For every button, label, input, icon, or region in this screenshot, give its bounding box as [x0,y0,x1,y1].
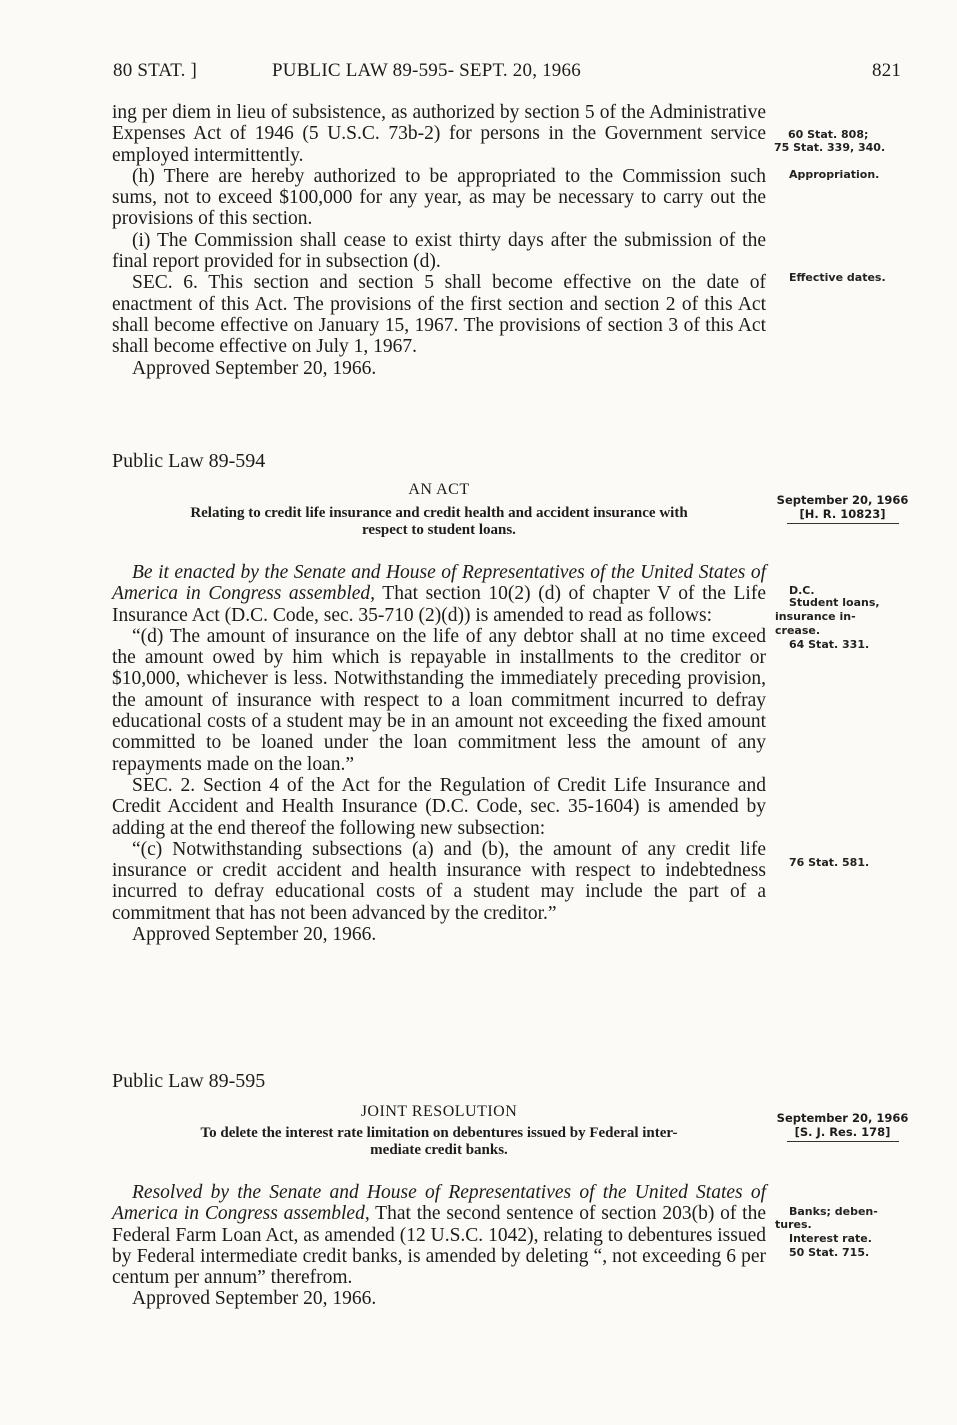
enacting-clause-italic: Be it enacted by the Senate and House of Representatives of the United States of America in Congress assembled, [112,562,766,605]
margin-note-dc: D.C. [789,584,815,597]
margin-note-effective-dates: Effective dates. [789,271,886,284]
margin-note-interest-rate: Interest rate. [789,1232,872,1245]
margin-note-insurance-in: insurance in- [775,610,856,623]
approved-line: Approved September 20, 1966. [132,357,377,379]
enacting-clause-text: That section 10(2) (d) of chapter V of the Life Insurance Act (D.C. Code, sec. 35-710 (2)(d)) is amended to read as follows: [112,583,766,626]
quoted-subsection-c: “(c) Notwithstanding subsections (a) and (b), the amount of any credit life insurance or credit accident and health insurance with respect to indebtedness incurred to defray educational costs of a student may include the part of a commitment that has not been advanced by the creditor.” [112,838,766,924]
law-89-594-body [112,562,766,945]
resolution-type-heading: JOINT RESOLUTION [360,1103,518,1120]
margin-note-60-stat: 60 Stat. 808; [788,128,869,141]
quoted-subsection-d: “(d) The amount of insurance on the life of any debtor shall at no time exceed the amount owed by him which is repayable in installments to the creditor or $10,000, whichever is less. Notwithstanding the immediately preceding provision, the amount of insurance with respect to a loan commitment incurred to defray educational costs of a student may be in an amount not exceeding the fixed amount committed to be loaned under the loan commitment less the amount of any repayments made on the loan.” [112,625,766,775]
resolution-description-line2: mediate credit banks. [370,1142,508,1158]
margin-note-75-stat: 75 Stat. 339, 340. [774,141,886,154]
margin-bill-rule [787,523,899,524]
margin-note-appropriation: Appropriation. [789,168,880,181]
header-title: PUBLIC LAW 89-595- SEPT. 20, 1966 [272,60,581,81]
margin-note-crease: crease. [775,624,821,637]
margin-note-banks: Banks; deben- [789,1205,878,1218]
continued-text-block [112,102,766,379]
act-description-line1: Relating to credit life insurance and credit health and accident insurance with [190,505,688,521]
paragraph-sec6-effective: SEC. 6. This section and section 5 shall become effective on the date of enactment of this Act. The provisions of the first section and section 2 of this Act shall become effective on January 15, 1967. The provisions of section 3 of this Act shall become effective on July 1, 1967. [112,272,766,358]
margin-note-tures: tures. [775,1218,812,1231]
paragraph-per-diem: ing per diem in lieu of subsistence, as authorized by section 5 of the Administrative Expenses Act of 1946 (5 U.S.C. 73b-2) for persons in the Government service employed intermittently. [112,102,766,166]
resolving-clause-italic: Resolved by the Senate and House of Representatives of the United States of America in Congress assembled, [112,1182,766,1225]
margin-note-50-stat: 50 Stat. 715. [789,1246,870,1259]
margin-bill-number: [S. J. Res. 178] [794,1125,891,1139]
law-title-89-595: Public Law 89-595 [112,1070,266,1092]
margin-bill-date: September 20, 1966 [776,493,909,507]
margin-note-76-stat: 76 Stat. 581. [789,856,870,869]
margin-bill-number: [H. R. 10823] [799,507,886,521]
section-2: SEC. 2. Section 4 of the Act for the Regulation of Credit Life Insurance and Credit Accident and Health Insurance (D.C. Code, sec. 35-1604) is amended by adding at the end thereof the following new subsection: [112,774,766,839]
resolving-clause [112,1182,766,1288]
margin-bill-date: September 20, 1966 [776,1111,909,1125]
approved-line: Approved September 20, 1966. [132,1288,377,1310]
act-description [112,505,766,539]
paragraph-h-appropriation: (h) There are hereby authorized to be appropriated to the Commission such sums, not to exceed $100,000 for any year, as may be necessary to carry out the provisions of this section. [112,165,766,230]
margin-bill-rule [787,1141,899,1142]
act-type-heading: AN ACT [408,481,470,498]
paragraph-i-commission: (i) The Commission shall cease to exist thirty days after the submission of the final report provided for in subsection (d). [112,229,766,273]
enacting-clause [112,562,766,626]
law-title-89-594: Public Law 89-594 [112,450,266,472]
margin-bill-box-sj-res-178 [775,1111,910,1142]
header-stat-reference: 80 STAT. ] [113,60,198,81]
margin-bill-box-hr-10823 [775,493,910,524]
resolution-description [112,1125,766,1159]
margin-note-student-loans: Student loans, [789,596,880,609]
approved-line: Approved September 20, 1966. [132,924,377,946]
resolving-clause-text: That the second sentence of section 203(b) of the Federal Farm Loan Act, as amended (12 U.S.C. 1042), relating to debentures issued by Federal intermediate credit banks, is amended by deleting “, not exceeding 6 per centum per annum” therefrom. [112,1203,766,1289]
margin-note-64-stat: 64 Stat. 331. [789,638,870,651]
resolution-description-line1: To delete the interest rate limitation on debentures issued by Federal inter- [200,1125,678,1141]
act-description-line2: respect to student loans. [362,522,516,538]
page-number: 821 [872,60,902,81]
law-89-595-body [112,1182,766,1310]
